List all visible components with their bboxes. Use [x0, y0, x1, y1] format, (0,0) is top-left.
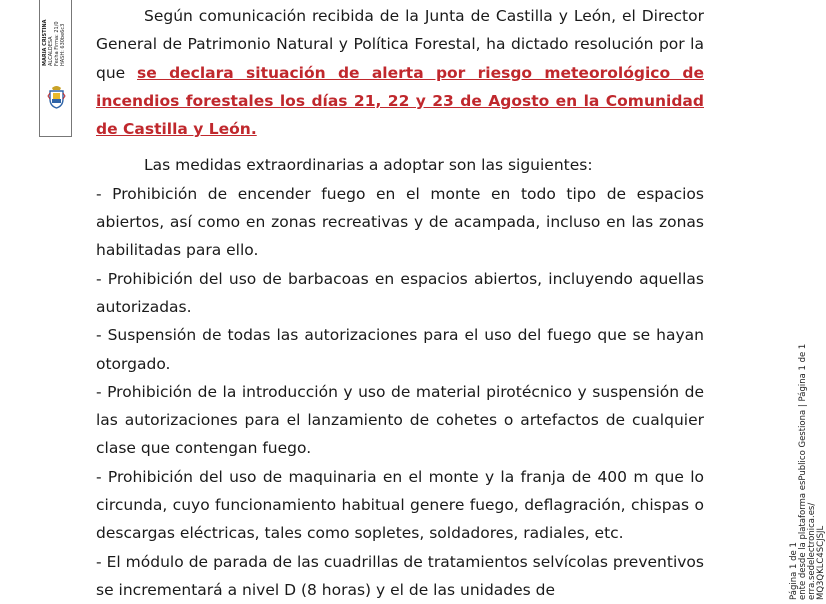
alert-declaration-highlight: se declara situación de alerta por riesgo meteorológico de incendios forestales los días 21, 22 y 23 de Agosto en la Comunidad de Castilla y León.	[96, 63, 704, 139]
stamp-text	[42, 20, 66, 66]
measures-intro: Las medidas extraordinarias a adoptar son las siguientes:	[144, 156, 593, 175]
stamp-hash: HASH: 630be6c3	[60, 23, 66, 66]
margin-code-line: MQ3QKLC4SCJSJL	[816, 525, 826, 600]
intro-paragraph	[96, 2, 704, 143]
stamp-signer: MARIA CRISTINA	[42, 19, 48, 66]
measure-item: - Suspensión de todas las autorizaciones para el uso del fuego que se hayan otorgado.	[96, 326, 704, 373]
measure-item: - Prohibición del uso de barbacoas en espacios abiertos, incluyendo aquellas autorizadas.	[96, 269, 704, 316]
signature-stamp	[39, 0, 72, 137]
municipal-coat-of-arms-icon	[47, 84, 66, 109]
margin-url-line: erra.sedelectronica.es/	[807, 502, 817, 600]
document-body	[96, 2, 704, 604]
measure-item: - Prohibición del uso de maquinaria en el monte y la franja de 400 m que lo circunda, cuyo funcionamiento habitual genere fuego, deflagración, chispas o descargas eléctricas, tales como sopletes, soldadores, radiales, etc.	[96, 467, 704, 543]
measure-item: - Prohibición de la introducción y uso de material pirotécnico y suspensión de las autorizaciones para el lanzamiento de cohetes o artefactos de cualquier clase que contengan fuego.	[96, 382, 704, 458]
margin-platform-line: ente desde la plataforma esPublico Gestiona | Página 1 de 1	[798, 343, 808, 600]
measure-item: - Prohibición de encender fuego en el monte en todo tipo de espacios abiertos, así como en zonas recreativas y de acampada, incluso en las zonas habilitadas para ello.	[96, 184, 704, 260]
stamp-date: Fecha Firma: 21/0	[54, 21, 60, 66]
measure-item: - El módulo de parada de las cuadrillas de tratamientos selvícolas preventivos se incrementará a nivel D (8 horas) y el de las unidades de	[96, 552, 704, 599]
margin-page-line: Página 1 de 1	[789, 542, 799, 600]
intro-text: Según comunicación recibida de la Junta de Castilla y León, el Director General de Patrimonio Natural y Política Forestal, ha dictado resolución por la que	[96, 7, 704, 82]
stamp-role: ALCALDESA	[48, 36, 54, 66]
electronic-signature-margin	[790, 344, 826, 600]
